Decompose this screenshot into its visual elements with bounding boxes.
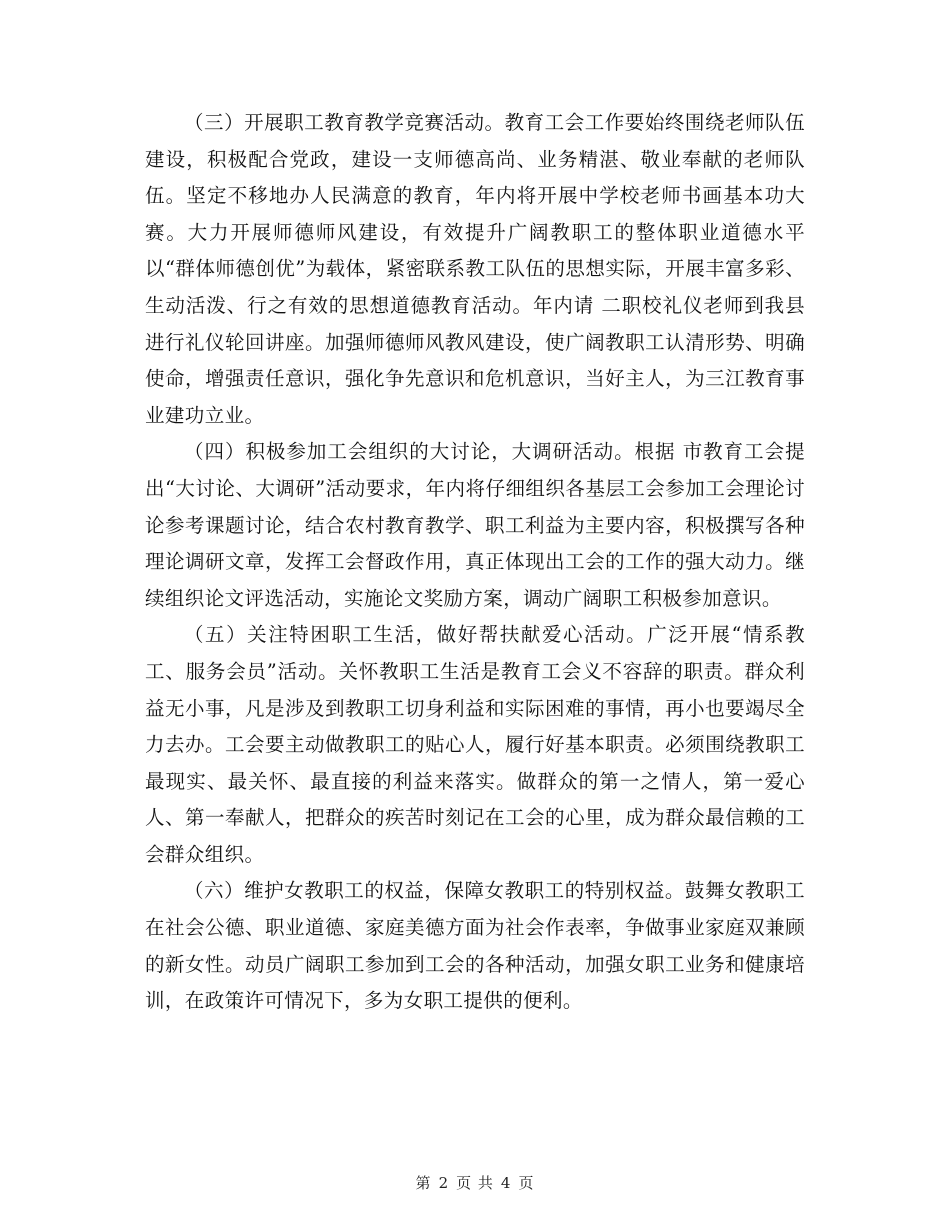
footer-total-pages: 4 [500, 1174, 512, 1192]
footer-prefix: 第 [415, 1174, 432, 1192]
footer-current-page: 2 [438, 1174, 450, 1192]
document-body [145, 105, 805, 1020]
paragraph-six: （六）维护女教职工的权益，保障女教职工的特别权益。鼓舞女教职工在社会公德、职业道德、家庭美德方面为社会作表率，争做事业家庭双兼顾的新女性。动员广阔职工参加到工会的各种活动，加强女职工业务和健康培训，在政策许可情况下，多为女职工提供的便利。 [145, 879, 805, 1013]
footer-suffix: 页 [518, 1174, 535, 1192]
paragraph-five: （五）关注特困职工生活，做好帮扶献爱心活动。广泛开展“情系教工、服务会员”活动。关怀教职工生活是教育工会义不容辞的职责。群众利益无小事，凡是涉及到教职工切身利益和实际困难的事情，再小也要竭尽全力去办。工会要主动做教职工的贴心人，履行好基本职责。必须围绕教职工最现实、最关怀、最直接的利益来落实。做群众的第一之情人，第一爱心人、第一奉献人，把群众的疾苦时刻记在工会的心里，成为群众最信赖的工会群众组织。 [145, 623, 805, 866]
footer-middle: 页 共 [456, 1174, 494, 1192]
page-footer [0, 1172, 950, 1193]
paragraph-four: （四）积极参加工会组织的大讨论，大调研活动。根据 市教育工会提出“大讨论、大调研”活动要求，年内将仔细组织各基层工会参加工会理论讨论参考课题讨论，结合农村教育教学、职工利益为主要内容，积极撰写各种理论调研文章，发挥工会督政作用，真正体现出工会的工作的强大动力。继续组织论文评选活动，实施论文奖励方案，调动广阔职工积极参加意识。 [145, 440, 805, 610]
paragraph-three: （三）开展职工教育教学竞赛活动。教育工会工作要始终围绕老师队伍建设，积极配合党政，建设一支师德高尚、业务精湛、敬业奉献的老师队伍。坚定不移地办人民满意的教育，年内将开展中学校老师书画基本功大赛。大力开展师德师风建设，有效提升广阔教职工的整体职业道德水平以“群体师德创优”为载体，紧密联系教工队伍的思想实际，开展丰富多彩、生动活泼、行之有效的思想道德教育活动。年内请 二职校礼仪老师到我县进行礼仪轮回讲座。加强师德师风教风建设，使广阔教职工认清形势、明确使命，增强责任意识，强化争先意识和危机意识，当好主人，为三江教育事业建功立业。 [145, 111, 805, 427]
